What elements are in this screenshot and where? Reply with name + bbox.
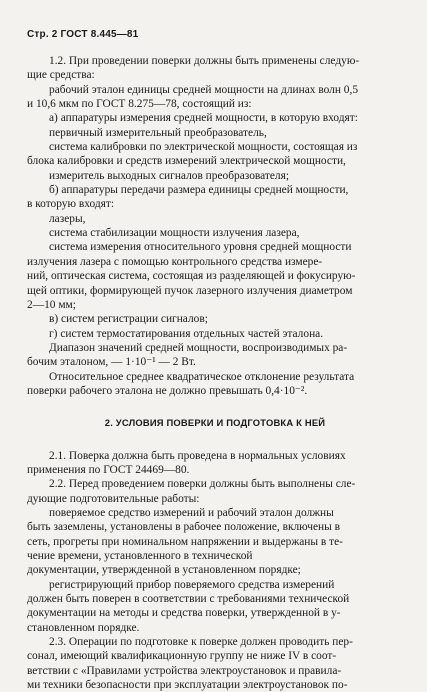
text-line: 1.2. При проведении поверки должны быть применены следую- bbox=[49, 55, 360, 67]
page-header: Стр. 2 ГОСТ 8.445—81 bbox=[27, 29, 139, 40]
text-line: 2.3. Операции по подготовке к поверке должен проводить пер- bbox=[49, 636, 353, 649]
text-line: измеритель выходных сигналов преобразователя; bbox=[49, 169, 290, 182]
text-line: 2.2. Перед проведением поверки должны быть выполнены сле- bbox=[49, 478, 356, 491]
section-title: 2. УСЛОВИЯ ПОВЕРКИ И ПОДГОТОВКА К НЕЙ bbox=[104, 417, 326, 429]
text-line: ний, оптическая система, состоящая из разделяющей и фокусирую- bbox=[27, 270, 356, 283]
text-line: система калибровки по электрической мощности, состоящая из bbox=[49, 141, 358, 154]
text-line: регистрирующий прибор поверяемого средства измерений bbox=[49, 578, 335, 591]
text-line: и 10,6 мкм по ГОСТ 8.275—78, состоящий из: bbox=[27, 98, 252, 111]
text-line: бочим эталоном, — 1·10⁻¹ — 2 Вт. bbox=[27, 356, 196, 369]
text-line: первичный измерительный преобразователь, bbox=[49, 126, 267, 139]
text-line: лазеры, bbox=[49, 212, 86, 225]
text-line: система стабилизации мощности излучения лазера, bbox=[49, 227, 300, 240]
text-line: излучения лазера с помощью контрольного средства измере- bbox=[27, 255, 323, 268]
text-line: щие средства: bbox=[27, 69, 95, 82]
text-line: б) аппаратуры передачи размера единицы средней мощности, bbox=[49, 184, 349, 197]
text-line: ми техники безопасности при эксплуатации электроустановок по- bbox=[27, 679, 348, 692]
text-line: документации на методы и средства поверки, утвержденной в у- bbox=[27, 607, 341, 620]
text-line: применения по ГОСТ 24469—80. bbox=[27, 463, 190, 476]
text-line: поверяемое средство измерений и рабочий эталон должны bbox=[49, 506, 334, 519]
text-line: в) систем регистрации сигналов; bbox=[49, 313, 208, 326]
text-line: документации, утвержденной в установленном порядке; bbox=[27, 564, 301, 577]
text-line: а) аппаратуры измерения средней мощности, в которую входят: bbox=[49, 112, 358, 125]
document-body bbox=[27, 54, 403, 692]
text-line: ветствии с «Правилами устройства электроустановок и правила- bbox=[27, 664, 342, 677]
text-line: быть заземлены, установлены в рабочее положение, включены в bbox=[27, 521, 340, 534]
text-line: 2.1. Поверка должна быть проведена в нормальных условиях bbox=[49, 449, 346, 462]
text-line: рабочий эталон единицы средней мощности на длинах волн 0,5 bbox=[49, 83, 359, 96]
text-line: сеть, прогреты при номинальном напряжении и выдержаны в те- bbox=[27, 535, 343, 548]
text-line: г) систем термостатирования отдельных частей эталона. bbox=[49, 327, 324, 340]
text-line: дующие подготовительные работы: bbox=[27, 492, 200, 505]
text-line: поверки рабочего эталона не должно превышать 0,4·10⁻². bbox=[27, 384, 308, 397]
text-line: сонал, имеющий квалификационную группу не ниже IV в соот- bbox=[27, 650, 337, 663]
text-line: чение времени, установленного в технической bbox=[27, 550, 253, 562]
text-line: Диапазон значений средней мощности, воспроизводимых ра- bbox=[49, 341, 348, 354]
text-line: становленном порядке. bbox=[27, 621, 140, 634]
text-line: блока калибровки и средств измерений электрической мощности, bbox=[27, 155, 346, 168]
section-spacer bbox=[27, 398, 403, 416]
text-line: 2—10 мм; bbox=[27, 298, 76, 311]
text-line: Относительное среднее квадратическое отклонение результата bbox=[49, 370, 355, 383]
text-line: в которую входят: bbox=[27, 198, 115, 211]
section-spacer bbox=[27, 431, 403, 449]
text-line: должен быть поверен в соответствии с требованиями технической bbox=[27, 593, 350, 606]
text-line: щей оптики, формирующей пучок лазерного излучения диаметром bbox=[27, 284, 353, 297]
text-line: система измерения относительного уровня средней мощности bbox=[49, 241, 352, 254]
